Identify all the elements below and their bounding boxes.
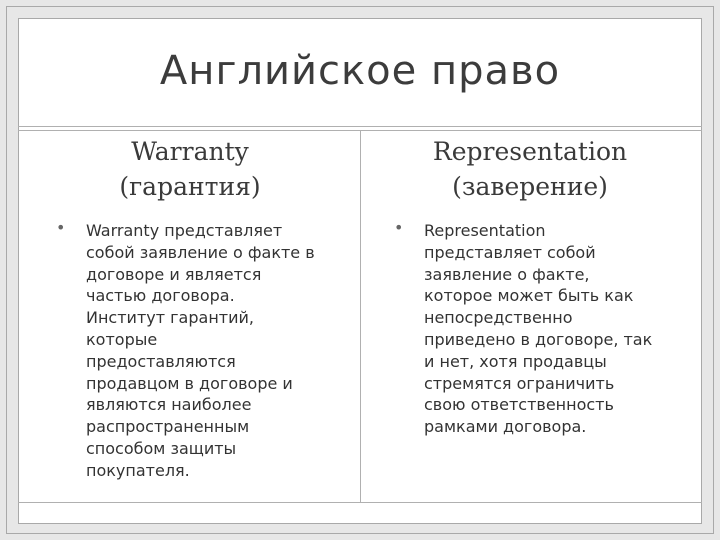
text-line: приведено в договоре, так [424,329,653,349]
warranty-heading [60,134,320,204]
title-rule [18,126,702,127]
text-line: распространенным [86,417,250,437]
text-line: собой заявление о факте в [86,242,315,262]
text-line: заявление о факте, [424,264,590,284]
warranty-bullet-text [86,220,348,482]
slide-title: Английское право [159,48,561,94]
text-line: и нет, хотя продавцы [424,351,607,371]
text-line: являются наиболее [86,395,252,415]
text-line: представляет собой [424,242,596,262]
text-line: Warranty представляет [86,221,283,240]
warranty-heading-line: (гарантия) [119,172,261,201]
representation-bullet-text [424,220,680,438]
text-line: способом защиты [86,438,237,458]
representation-heading-line: (заверение) [452,172,608,201]
text-line: предоставляются [86,351,236,371]
text-line: которые [86,329,158,349]
text-line: Representation [424,221,546,240]
text-line: стремятся ограничить [424,373,615,393]
representation-heading [400,134,660,204]
bullet-icon: • [394,218,404,237]
text-line: рамками договора. [424,417,587,437]
bottom-rule [18,502,702,503]
text-line: покупателя. [86,460,190,480]
text-line: продавцом в договоре и [86,373,293,393]
text-line: Институт гарантий, [86,308,254,328]
text-line: договоре и является [86,264,262,284]
text-line: непосредственно [424,308,573,328]
text-line: которое может быть как [424,286,634,306]
text-line: частью договора. [86,286,235,306]
representation-heading-line: Representation [432,137,628,166]
text-line: свою ответственность [424,395,614,415]
column-divider [360,131,361,502]
bullet-icon: • [56,218,66,237]
warranty-heading-line: Warranty [131,137,249,166]
